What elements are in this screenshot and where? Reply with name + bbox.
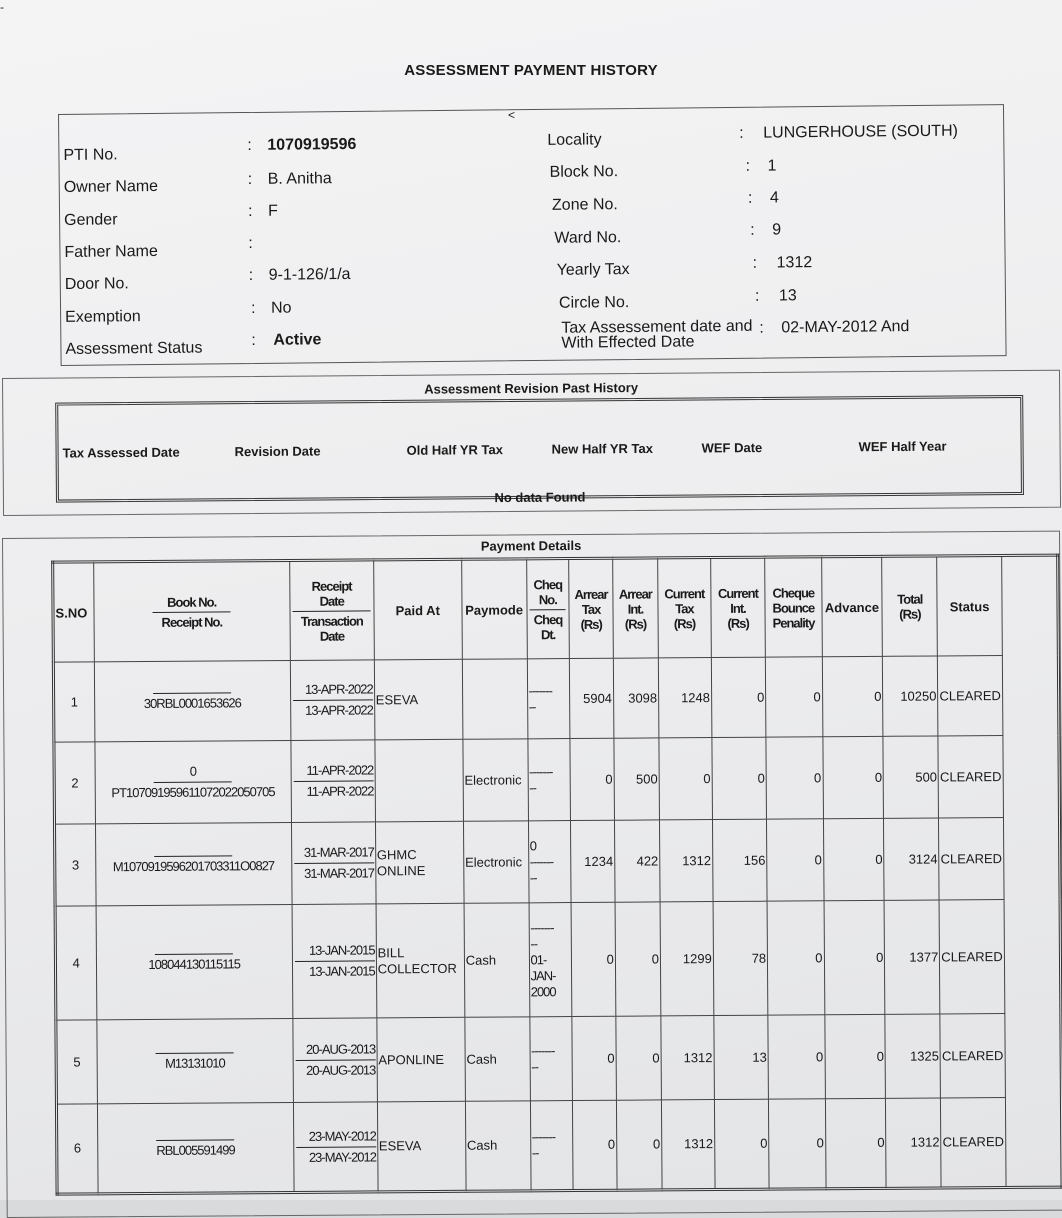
header-separator xyxy=(530,609,566,610)
transaction-date-value: 31-MAR-2017 xyxy=(293,865,374,882)
cell-cheq xyxy=(529,1017,572,1101)
current-int-header-line2: Int. xyxy=(712,600,763,615)
col-header-status: Status xyxy=(937,556,1002,656)
door-no-colon: : xyxy=(249,267,254,285)
cell-sno: 1 xyxy=(53,662,94,742)
value-separator xyxy=(153,692,231,694)
cell-cheq xyxy=(527,659,570,739)
transaction-date-header-line2: Date xyxy=(292,628,373,644)
yearly-tax-colon: : xyxy=(753,255,758,273)
tax-assessment-date-label: Tax Assessement date and xyxy=(561,318,752,338)
cell-cheq xyxy=(528,821,571,903)
corner-mark: - xyxy=(0,0,4,14)
cell-arrear-int: 0 xyxy=(616,1100,662,1190)
cell-current-tax: 0 xyxy=(659,738,712,820)
payment-details-table xyxy=(51,554,1062,1196)
arrear-tax-header-line3: (Rs) xyxy=(571,616,612,631)
with-effected-date-label: With Effected Date xyxy=(561,333,694,352)
cell-arrear-tax: 0 xyxy=(570,738,614,820)
receipt-no-value: M1070919596201703311O0827 xyxy=(97,858,290,875)
cell-book-receipt-no xyxy=(97,1102,294,1193)
cell-current-tax: 1312 xyxy=(661,1100,714,1190)
col-header-current-int xyxy=(710,557,765,657)
transaction-date-header-line1: Transaction xyxy=(291,613,372,629)
payment-row xyxy=(56,1097,1062,1194)
cell-current-int: 13 xyxy=(714,1015,769,1099)
locality-label: Locality xyxy=(547,131,601,150)
cell-arrear-int: 0 xyxy=(616,1016,662,1100)
total-header-line2: (Rs) xyxy=(884,606,936,621)
book-no-value xyxy=(97,853,290,854)
cheq-no-header-line1: Cheq xyxy=(528,577,568,592)
col-header-paymode: Paymode xyxy=(461,559,526,659)
cell-arrear-tax: 0 xyxy=(571,902,615,1016)
cell-paid-at: ESEVA xyxy=(377,1101,466,1192)
receipt-date-value: 11-APR-2022 xyxy=(292,762,373,779)
cheq-no-header-line2: No. xyxy=(528,592,568,607)
revision-history-section xyxy=(2,370,1061,516)
cell-book-receipt-no xyxy=(95,822,292,905)
circle-no-label: Circle No. xyxy=(559,294,629,313)
cheq-dt-value: 01-JAN-2000 xyxy=(530,952,570,1000)
cell-status: CLEARED xyxy=(941,1098,1006,1188)
cell-arrear-tax: 0 xyxy=(572,1016,616,1100)
owner-name-value: B. Anitha xyxy=(268,170,332,189)
cell-status: CLEARED xyxy=(938,736,1003,818)
cell-paymode: Cash xyxy=(465,1017,530,1101)
yearly-tax-value: 1312 xyxy=(777,254,813,272)
cell-current-int: 0 xyxy=(712,737,767,819)
transaction-date-value: 13-JAN-2015 xyxy=(294,963,375,980)
value-separator xyxy=(154,855,232,857)
pti-no-colon: : xyxy=(247,137,252,155)
cell-book-receipt-no xyxy=(96,904,293,1019)
col-header-current-tax xyxy=(658,558,712,658)
cell-paymode: Cash xyxy=(464,903,530,1017)
receipt-no-value: 108044130115115 xyxy=(97,956,290,973)
header-separator xyxy=(153,611,231,613)
revision-col-revision-date: Revision Date xyxy=(235,444,321,460)
cell-current-tax: 1248 xyxy=(658,658,711,738)
cell-receipt-transaction-date xyxy=(292,904,377,1019)
cell-receipt-transaction-date xyxy=(290,660,374,741)
cell-receipt-transaction-date xyxy=(293,1018,377,1103)
revision-col-old-half-yr-tax: Old Half YR Tax xyxy=(407,442,503,458)
cell-cheq xyxy=(527,739,570,821)
cell-paid-at xyxy=(375,739,464,822)
cell-receipt-transaction-date xyxy=(291,822,375,905)
transaction-date-value: 20-AUG-2013 xyxy=(295,1062,376,1079)
circle-no-value: 13 xyxy=(779,287,797,305)
door-no-value: 9-1-126/1/a xyxy=(269,266,351,285)
zone-no-label: Zone No. xyxy=(552,196,618,215)
pti-no-value: 1070919596 xyxy=(267,136,356,155)
col-header-arrear-int xyxy=(613,558,659,658)
cell-current-int: 78 xyxy=(713,901,768,1015)
payment-row xyxy=(54,817,1060,906)
receipt-no-value: RBL005591499 xyxy=(99,1141,292,1158)
current-tax-header-line2: Tax xyxy=(659,601,709,616)
circle-no-colon: : xyxy=(755,288,760,306)
empty-dash: ------- -- xyxy=(529,764,569,796)
locality-colon: : xyxy=(739,125,744,143)
receipt-date-value: 31-MAR-2017 xyxy=(293,844,374,861)
owner-name-label: Owner Name xyxy=(64,178,158,197)
cell-current-tax: 1312 xyxy=(661,1016,714,1100)
exemption-value: No xyxy=(271,300,292,318)
exemption-colon: : xyxy=(251,300,256,318)
arrear-int-header-line2: Int. xyxy=(614,601,656,616)
receipt-no-header: Receipt No. xyxy=(95,614,288,630)
empty-dash: ------- -- xyxy=(531,1043,571,1075)
block-no-label: Block No. xyxy=(550,163,619,182)
father-name-label: Father Name xyxy=(64,243,158,262)
page-title: ASSESSMENT PAYMENT HISTORY xyxy=(0,62,1062,79)
father-name-colon: : xyxy=(248,235,253,253)
cell-current-int: 0 xyxy=(714,1099,769,1189)
cheque-bounce-header-line1: Cheque xyxy=(767,585,820,600)
cell-cheq xyxy=(529,903,573,1017)
cell-paymode xyxy=(462,659,527,739)
arrear-tax-header-line2: Tax xyxy=(571,601,612,616)
cell-arrear-tax: 0 xyxy=(573,1100,617,1190)
arrear-tax-header-line1: Arrear xyxy=(571,586,612,601)
cheq-no-value: 0 xyxy=(530,838,570,854)
assessment-status-colon: : xyxy=(251,332,256,350)
cell-cheque-bounce-penality: 0 xyxy=(769,1099,826,1189)
cell-cheq xyxy=(530,1101,573,1191)
value-separator xyxy=(154,781,232,783)
cell-paid-at: GHMC ONLINE xyxy=(375,821,464,904)
cell-cheque-bounce-penality: 0 xyxy=(767,901,824,1015)
cell-paymode: Electronic xyxy=(463,739,528,821)
cell-current-tax: 1299 xyxy=(660,902,714,1016)
door-no-label: Door No. xyxy=(65,275,129,294)
exemption-label: Exemption xyxy=(65,308,141,327)
assessment-status-label: Assessment Status xyxy=(65,340,202,359)
cell-sno: 6 xyxy=(56,1104,97,1194)
tax-assessment-date-value: 02-MAY-2012 And xyxy=(781,318,909,337)
cell-current-int: 0 xyxy=(711,657,766,737)
value-separator xyxy=(296,1146,376,1148)
current-int-header-line3: (Rs) xyxy=(712,615,763,630)
payment-details-title: Payment Details xyxy=(3,535,1059,557)
receipt-no-value: PT107091959611072022050705 xyxy=(96,784,289,801)
transaction-date-value: 23-MAY-2012 xyxy=(295,1149,376,1166)
receipt-date-value: 20-AUG-2013 xyxy=(294,1041,375,1058)
stray-mark: < xyxy=(508,108,515,122)
receipt-date-value: 23-MAY-2012 xyxy=(295,1128,376,1145)
total-header-line1: Total xyxy=(884,591,936,606)
ward-no-label: Ward No. xyxy=(554,229,621,248)
book-no-value xyxy=(96,690,289,691)
cell-total: 1312 xyxy=(886,1098,942,1188)
cell-advance: 0 xyxy=(822,656,883,736)
cell-status: CLEARED xyxy=(939,818,1004,900)
cell-paid-at: BILL COLLECTOR xyxy=(376,903,465,1018)
current-tax-header-line3: (Rs) xyxy=(660,616,710,631)
empty-dash: ------- -- xyxy=(532,1129,572,1161)
cell-advance: 0 xyxy=(823,818,884,900)
receipt-date-value: 13-JAN-2015 xyxy=(294,942,375,959)
empty-dash: ------- -- xyxy=(530,920,570,952)
current-tax-header-line1: Current xyxy=(659,586,709,601)
cell-cheque-bounce-penality: 0 xyxy=(767,819,824,901)
value-separator xyxy=(293,699,373,701)
zone-no-colon: : xyxy=(748,190,753,208)
cell-status: CLEARED xyxy=(940,1014,1005,1098)
payment-rows xyxy=(53,655,1062,1194)
col-header-book-receipt-no xyxy=(93,560,290,661)
book-no-header: Book No. xyxy=(95,594,288,610)
owner-info-box xyxy=(58,104,1007,366)
col-header-paid-at: Paid At xyxy=(373,559,462,660)
cell-paid-at: APONLINE xyxy=(377,1017,466,1102)
col-header-advance: Advance xyxy=(821,556,883,656)
cell-total: 10250 xyxy=(883,656,939,736)
empty-dash: ------- -- xyxy=(529,683,569,715)
header-separator xyxy=(293,610,371,612)
ward-no-value: 9 xyxy=(772,221,781,239)
col-header-cheque-bounce-penality xyxy=(765,557,822,657)
block-no-colon: : xyxy=(745,158,750,176)
arrear-int-header-line3: (Rs) xyxy=(614,616,656,631)
cell-sno: 5 xyxy=(56,1020,97,1104)
block-no-value: 1 xyxy=(767,157,776,175)
value-separator xyxy=(156,1139,234,1141)
cell-paid-at: ESEVA xyxy=(374,659,463,740)
cell-paymode: Electronic xyxy=(463,821,528,903)
cheque-bounce-header-line3: Penality xyxy=(767,615,820,630)
locality-value: LUNGERHOUSE (SOUTH) xyxy=(763,123,958,143)
receipt-no-value: 30RBL0001653626 xyxy=(96,695,289,712)
cell-total: 3124 xyxy=(884,818,940,900)
col-header-sno: S.NO xyxy=(53,562,94,662)
cell-arrear-int: 500 xyxy=(614,738,660,820)
revision-col-wef-half-year: WEF Half Year xyxy=(859,439,947,455)
gender-value: F xyxy=(268,203,278,221)
value-separator xyxy=(155,953,233,955)
zone-no-value: 4 xyxy=(770,189,779,207)
cell-arrear-int: 3098 xyxy=(613,658,659,738)
cell-status: CLEARED xyxy=(938,656,1003,736)
cell-status: CLEARED xyxy=(939,900,1004,1014)
pti-no-label: PTI No. xyxy=(63,146,117,165)
current-int-header-line1: Current xyxy=(712,585,763,600)
col-header-cheq xyxy=(526,559,569,659)
receipt-date-header-line2: Date xyxy=(291,593,372,609)
cheq-dt-header-line1: Cheq xyxy=(528,612,568,627)
payment-row xyxy=(53,655,1059,742)
cell-paymode: Cash xyxy=(465,1101,530,1191)
empty-dash: ------- -- xyxy=(530,854,570,886)
cheq-dt-header-line2: Dt. xyxy=(528,627,568,642)
cell-arrear-int: 0 xyxy=(615,902,661,1016)
cell-cheque-bounce-penality: 0 xyxy=(768,1015,825,1099)
receipt-no-value: M13131010 xyxy=(98,1055,291,1072)
cell-cheque-bounce-penality: 0 xyxy=(766,737,823,819)
cell-total: 1377 xyxy=(884,900,940,1014)
cell-advance: 0 xyxy=(822,736,883,818)
payment-header-row xyxy=(53,555,1059,662)
cell-advance: 0 xyxy=(825,1098,886,1188)
cell-cheque-bounce-penality: 0 xyxy=(766,657,823,737)
col-header-total xyxy=(882,556,938,656)
owner-name-colon: : xyxy=(248,171,253,189)
cell-book-receipt-no xyxy=(94,740,291,823)
value-separator xyxy=(295,960,375,962)
cell-total: 1325 xyxy=(885,1014,941,1098)
revision-col-wef-date: WEF Date xyxy=(702,440,763,455)
receipt-date-header-line1: Receipt xyxy=(291,578,372,594)
assessment-status-value: Active xyxy=(273,331,321,350)
cell-arrear-tax: 1234 xyxy=(571,820,615,902)
cell-advance: 0 xyxy=(824,900,886,1014)
cell-arrear-tax: 5904 xyxy=(570,658,614,738)
cell-book-receipt-no xyxy=(96,1018,293,1103)
cell-current-int: 156 xyxy=(712,819,767,901)
value-separator xyxy=(294,862,374,864)
value-separator xyxy=(295,1059,375,1061)
revision-no-data-message: No data Found xyxy=(59,486,1021,509)
value-separator xyxy=(156,1052,234,1054)
cell-sno: 3 xyxy=(54,824,95,906)
cell-sno: 4 xyxy=(55,906,96,1020)
book-no-value xyxy=(99,1136,292,1137)
payment-row xyxy=(56,1013,1062,1104)
book-no-value: 0 xyxy=(96,763,289,780)
cell-current-tax: 1312 xyxy=(659,820,712,902)
cheque-bounce-header-line2: Bounce xyxy=(767,600,820,615)
payment-details-section xyxy=(2,531,1062,1218)
revision-col-new-half-yr-tax: New Half YR Tax xyxy=(552,441,654,457)
payment-row xyxy=(55,899,1061,1020)
cell-arrear-int: 422 xyxy=(614,820,660,902)
revision-col-tax-assessed-date: Tax Assessed Date xyxy=(63,445,180,461)
tax-assessment-date-colon: : xyxy=(759,320,764,338)
payment-row xyxy=(54,735,1060,824)
col-header-arrear-tax xyxy=(569,558,613,658)
receipt-date-value: 13-APR-2022 xyxy=(292,681,373,698)
cell-receipt-transaction-date xyxy=(293,1102,377,1193)
book-no-value xyxy=(97,951,290,952)
cell-total: 500 xyxy=(883,736,939,818)
col-header-receipt-transaction-date xyxy=(290,560,374,661)
gender-label: Gender xyxy=(64,211,118,230)
book-no-value xyxy=(98,1050,291,1051)
cell-receipt-transaction-date xyxy=(291,740,375,823)
revision-history-title: Assessment Revision Past History xyxy=(3,377,1059,400)
cell-advance: 0 xyxy=(824,1014,885,1098)
gender-colon: : xyxy=(248,203,253,221)
arrear-int-header-line1: Arrear xyxy=(614,586,656,601)
yearly-tax-label: Yearly Tax xyxy=(557,261,630,280)
revision-history-table xyxy=(55,395,1024,503)
ward-no-colon: : xyxy=(750,222,755,240)
transaction-date-value: 11-APR-2022 xyxy=(293,783,374,800)
value-separator xyxy=(293,780,373,782)
transaction-date-value: 13-APR-2022 xyxy=(292,702,373,719)
cell-book-receipt-no xyxy=(94,660,291,741)
cell-sno: 2 xyxy=(54,742,95,824)
